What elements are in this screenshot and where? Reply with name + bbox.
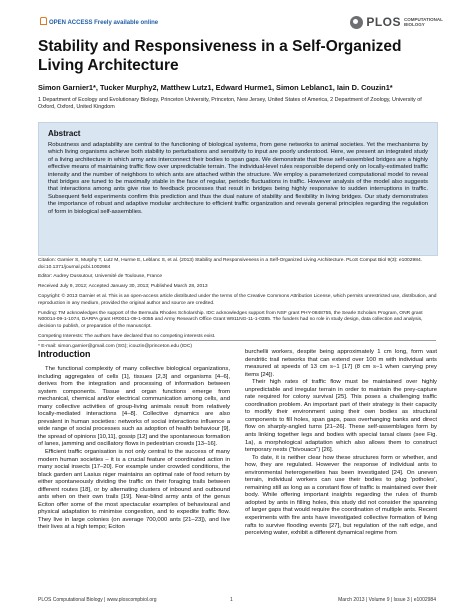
plos-logo[interactable] [350, 14, 444, 30]
open-access-text: OPEN ACCESS Freely available online [49, 20, 159, 26]
abstract-heading: Abstract [48, 129, 81, 138]
open-lock-icon [40, 17, 47, 25]
competing-interests: Competing Interests: The authors have declared that no competing interests exist. [38, 333, 216, 339]
copyright: Copyright: © 2013 Garnier et al. This is an open-access article distributed under the terms of the Creative Commons Attribution License, which permits unrestricted use, distribution, and reproduction in any medium, provided the original author and source are credited. [38, 294, 437, 306]
publication-dates: Received July 9, 2012; Accepted January 30, 2013; Published March 28, 2013 [38, 284, 208, 290]
author-list: Simon Garnier1*, Tucker Murphy2, Matthew Lutz1, Edward Hurme1, Simon Leblanc1, Iain D. Couzin1* [38, 83, 393, 92]
editor: Editor: Audrey Dussutour, Université de Toulouse, France [38, 274, 163, 280]
citation: Citation: Garnier S, Murphy T, Lutz M, Hurme E, Leblanc S, et al. (2013) Stability and Responsiveness in a Self-Organized Living Architecture. PLoS Comput Biol 9(3): e1002984. doi:10.1371/journal.pcbi.1002984 [38, 258, 423, 270]
plos-logo-icon [350, 16, 363, 29]
intro-paragraph-1: The functional complexity of many collective biological organizations, including aggregates of cells [1], tissues [2,3] and organisms [4–6], derives from the integration and processing of information between system components. Tissue and organ functions emerge from mechanical, chemical and/or electrical communication among cells, and many collective activities of group-living animals result from relatively locally-mediated interactions [4–8]. Collective dynamics are also prevalent in human societies: networks of social interactions influence a wide range of social processes such as adoption of health behaviour [9], the spread of opinions [10,11], gossip [12] and the spontaneous formation of lanes, jamming and oscillatory flows in pedestrian crowds [13–16]. [38, 366, 230, 448]
corresponding-email[interactable]: * E-mail: simon.garnier@gmail.com (SG); icouzin@princeton.edu (IDC) [38, 343, 192, 349]
section-divider [38, 340, 436, 341]
footer-journal[interactable]: PLOS Computational Biology | www.ploscompbiol.org [38, 597, 157, 603]
plos-brand: PLOS [366, 15, 401, 29]
intro-paragraph-2: Efficient traffic organisation is not only central to the success of many modern human societies – it is a crucial feature of coordinated action in many social insects [17–20]. For example under crowded conditions, the black garden ant Lasius niger maintains an optimal rate of food return by either spontaneously dividing the traffic on their foraging trails between different routes [18], or by alternating clusters of inbound and outbound ants when on their own trails [19]. Near-blind army ants of the genus Eciton offer some of the most spectacular examples of behavioural and physical adaptation to minimise congestion, and to expedite traffic flow. They live in large colonies (on average 700,000 ants [21–23]), and live their lives at a high tempo; Eciton [38, 449, 230, 531]
introduction-heading: Introduction [38, 349, 91, 359]
journal-subtitle: COMPUTATIONAL BIOLOGY [404, 17, 443, 27]
open-access-banner[interactable] [38, 17, 158, 26]
abstract-box [38, 122, 438, 256]
right-column [245, 349, 437, 538]
intro-paragraph-3: burchellii workers, despite being approximately 1 cm long, form vast dendritic trail networks that can extend over 100 m with individual ants measured at speeds of 13 cm s−1 [17] (8 cm s−1 when carrying prey items [24]). [245, 349, 437, 378]
intro-paragraph-5: To date, it is neither clear how these structures form or whether, and how, they are regulated. However the response of individual ants to environmental heterogeneities has been investigated [24]. On uneven terrain, individual workers can use their bodies to plug 'potholes', remaining still as long as a constant flow of traffic is maintained over their body. While offering important insights regarding the rules of thumb adopted by ants in filling holes, this study did not consider the spanning of larger gaps that would require the coordination of multiple ants. Recent experiments with fire ants have investigated collective formation of living rafts to survive flooding events [27], but regulation of the raft edge, and perceiving water, exhibit a different dynamical regime from [245, 454, 437, 537]
funding: Funding: TM acknowledges the support of the Bermuda Rhodes Scholarship. IDC acknowledges support from NSF grant PHY-0848755, the Searle Scholars Program, ONR grant N00014-09-1-1074, DARPA grant HR0011-09-1-0055 and Army Research Office Grant W911NG-11-1-0385. The funders had no role in study design, data collection and analysis, decision to publish, or preparation of the manuscript. [38, 310, 423, 329]
affiliations: 1 Department of Ecology and Evolutionary Biology, Princeton University, Princeton, New Jersey, United States of America, 2 Department of Zoology, University of Oxford, Oxford, United Kingdom [38, 97, 422, 110]
intro-paragraph-4: Their high rates of traffic flow must be maintained over highly unpredictable and irregular terrain in order to maintain the prey-capture rate required for colony survival [25]. This poses a challenging traffic coordination problem. An important part of their strategy is their capacity to modify their environment using their own bodies as structural components to fill holes, span gaps, pass overhanging banks and direct flow on sharply-angled turns [21–26]. These self-assemblages form by ants linking together legs and bodies with special tarsal claws (see Fig. 1a), a morphological adaptation which also allows them to construct temporary nests ("bivouacs") [26]. [245, 379, 437, 454]
footer-issue: March 2013 | Volume 9 | Issue 3 | e1002984 [338, 597, 436, 603]
abstract-text: Robustness and adaptability are central to the functioning of biological systems, from gene networks to animal societies. Yet the mechanisms by which living organisms achieve both stability to perturbations and sensitivity to input are poorly understood. Here, we present an integrated study of a living architecture in which army ants interconnect their bodies to span gaps. We demonstrate that these self-assembled bridges are a highly effective means of maintaining traffic flow over unpredictable terrain. The individual-level rules responsible depend only on locally-estimated traffic intensity and the number of neighbors to which ants are attached within the structure. We employ a parameterized computational model to reveal that bridges are tuned to be maximally stable in the face of regular, periodic fluctuations in traffic. However analysis of the model also suggests that interactions among ants give rise to feedback processes that result in bridges being highly responsive to sudden interruptions in traffic. Subsequent field experiments confirm this prediction and thus the dual nature of stability and flexibility in living bridges. Our study demonstrates the importance of robust and adaptive modular architecture to efficient traffic organization and reveals general principles regarding the regulation of form in biological self-assemblies. [48, 142, 428, 215]
page-number: 1 [230, 597, 233, 603]
article-title: Stability and Responsiveness in a Self-Organized Living Architecture [38, 38, 402, 74]
left-column [38, 349, 230, 532]
journal-header [38, 14, 444, 32]
